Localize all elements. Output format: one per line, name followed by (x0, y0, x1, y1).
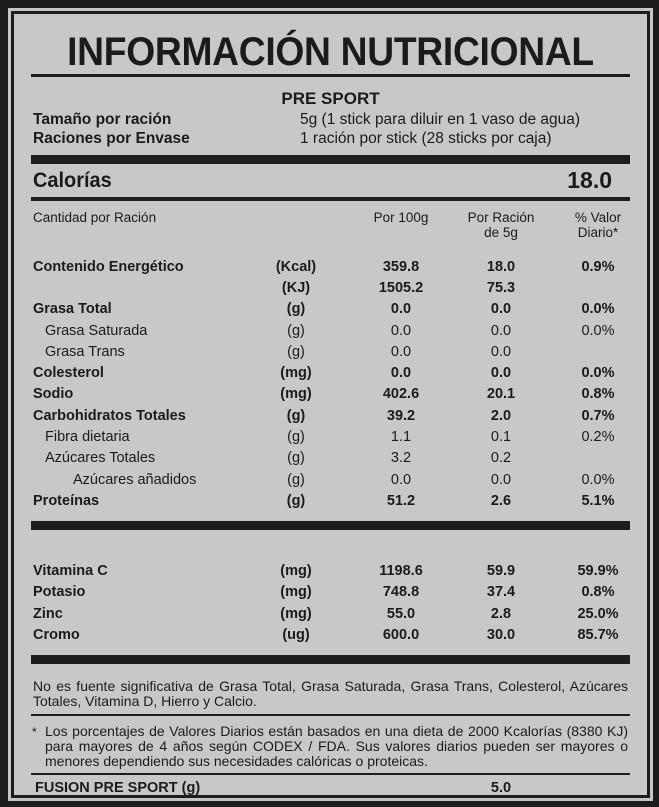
note-divider (31, 714, 630, 716)
nutrient-unit: (g) (287, 344, 305, 360)
nutrient-unit: (KJ) (281, 280, 311, 296)
nutrient-per-100g: 39.2 (386, 408, 416, 424)
nutrient-row-cholesterol (31, 365, 630, 386)
nutrient-name: Vitamina C (33, 563, 108, 579)
nutrient-daily-value: 5.1% (581, 493, 615, 509)
nutrient-per-100g: 600.0 (382, 627, 420, 643)
nutrient-unit: (g) (287, 472, 305, 488)
nutrient-unit: (mg) (280, 386, 312, 402)
column-header-amount: Cantidad por Ración (33, 210, 157, 225)
micronutrient-row-potassium (31, 584, 630, 605)
nutrient-per-100g: 0.0 (390, 472, 412, 488)
nutrient-per-100g: 1505.2 (378, 280, 424, 296)
nutrient-per-serving: 2.0 (490, 408, 512, 424)
nutrient-name: Zinc (33, 606, 63, 622)
nutrient-per-serving: 0.0 (490, 301, 512, 317)
nutrient-row-total-carbohydrates (31, 408, 630, 429)
nutrient-name: Colesterol (33, 365, 104, 381)
nutrient-row-added-sugars (31, 472, 630, 493)
nutrient-per-serving: 30.0 (486, 627, 516, 643)
serving-size-row (31, 111, 630, 131)
column-header-daily-value (563, 210, 633, 240)
nutrient-per-100g: 0.0 (390, 365, 412, 381)
nutrient-name: Carbohidratos Totales (33, 408, 186, 424)
nutrient-per-100g: 748.8 (382, 584, 420, 600)
nutrient-row-dietary-fiber (31, 429, 630, 450)
thick-divider-bottom (31, 655, 630, 664)
nutrient-name: Azúcares añadidos (73, 472, 197, 488)
nutrient-row-total-sugars (31, 450, 630, 471)
nutrient-per-100g: 3.2 (390, 450, 412, 466)
column-header-per-serving-line1: Por Ración (467, 210, 535, 225)
calories-divider (31, 197, 630, 201)
nutrient-daily-value: 59.9% (577, 563, 619, 579)
nutrient-per-serving: 0.2 (490, 450, 512, 466)
column-header-per-serving (461, 210, 541, 240)
nutrient-name: Cromo (33, 627, 80, 643)
column-header-per-100g-text: Por 100g (373, 210, 429, 225)
column-header-per-serving-line2: de 5g (484, 225, 518, 240)
nutrient-per-serving: 0.0 (490, 344, 512, 360)
nutrient-per-100g: 0.0 (390, 344, 412, 360)
nutrient-row-energy-kj (31, 280, 630, 301)
not-significant-source-note: No es fuente significativa de Grasa Total, Grasa Saturada, Grasa Trans, Colesterol, Azúcares Totales, Vitamina D, Hierro y Calcio. (33, 678, 628, 709)
nutrient-name: Grasa Saturada (45, 323, 148, 339)
footnote-divider (31, 773, 630, 775)
nutrient-name: Sodio (33, 386, 74, 402)
nutrient-row-protein (31, 493, 630, 514)
product-name: PRE SPORT (281, 89, 380, 108)
nutrient-unit: (mg) (280, 365, 312, 381)
column-header-daily-value-line1: % Valor (574, 210, 622, 225)
nutrient-daily-value: 0.8% (581, 584, 615, 600)
nutrient-per-100g: 55.0 (386, 606, 416, 622)
nutrient-name: Potasio (33, 584, 86, 600)
nutrient-daily-value: 0.2% (581, 429, 615, 445)
asterisk-mark: * (32, 725, 37, 739)
serving-size-label: Tamaño por ración (33, 111, 172, 128)
nutrient-per-serving: 75.3 (486, 280, 516, 296)
nutrition-facts-panel (11, 11, 650, 798)
nutrient-daily-value: 25.0% (577, 606, 619, 622)
nutrient-unit: (g) (286, 301, 306, 317)
nutrient-name: Grasa Total (33, 301, 112, 317)
servings-per-container-value: 1 ración por stick (28 sticks por caja) (300, 130, 552, 147)
nutrient-unit: (g) (286, 493, 306, 509)
nutrient-unit: (ug) (282, 627, 310, 643)
nutrient-row-energy-kcal (31, 259, 630, 280)
nutrient-per-serving: 18.0 (486, 259, 516, 275)
nutrient-per-100g: 359.8 (382, 259, 420, 275)
nutrient-unit: (g) (286, 408, 306, 424)
nutrient-per-100g: 1198.6 (379, 563, 423, 579)
calories-value: 18.0 (567, 167, 612, 193)
nutrient-per-serving: 0.1 (490, 429, 512, 445)
micronutrient-row-vitamin-c (31, 563, 630, 584)
nutrient-row-trans-fat (31, 344, 630, 365)
nutrient-unit: (g) (287, 450, 305, 466)
nutrient-per-serving: 2.8 (490, 606, 512, 622)
product-serving-value: 5.0 (490, 780, 512, 796)
nutrient-name: Proteínas (33, 493, 100, 509)
nutrient-daily-value: 0.0% (581, 323, 615, 339)
nutrient-unit: (Kcal) (275, 259, 317, 275)
servings-per-container-label: Raciones por Envase (33, 130, 190, 147)
nutrient-daily-value: 0.0% (581, 301, 615, 317)
nutrient-row-total-fat (31, 301, 630, 322)
nutrition-facts-content (31, 14, 630, 795)
nutrient-per-100g: 0.0 (390, 301, 412, 317)
nutrient-per-serving: 59.9 (486, 563, 516, 579)
nutrient-name: Contenido Energético (33, 259, 184, 275)
nutrient-row-sodium (31, 386, 630, 407)
thick-divider-top (31, 155, 630, 164)
nutrient-row-saturated-fat (31, 323, 630, 344)
nutrient-unit: (g) (287, 323, 305, 339)
nutrient-per-serving: 0.0 (490, 323, 512, 339)
nutrient-daily-value: 0.9% (581, 259, 615, 275)
daily-values-footnote: Los porcentajes de Valores Diarios están basados en una dieta de 2000 Kcalorías (8380 KJ) para mayores de 4 años según CODEX / FDA. Sus valores diarios pueden ser mayores o menores dependiendo sus necesidades calóricas o proteicas. (45, 723, 628, 769)
nutrient-per-serving: 2.6 (490, 493, 512, 509)
nutrient-unit: (mg) (280, 606, 312, 622)
nutrient-unit: (mg) (280, 584, 312, 600)
nutrient-per-100g: 51.2 (386, 493, 416, 509)
column-header-daily-value-line2: Diario* (577, 225, 619, 240)
calories-label: Calorías (33, 169, 112, 192)
nutrient-per-serving: 37.4 (486, 584, 516, 600)
thick-divider-middle (31, 521, 630, 530)
title-divider (31, 74, 630, 77)
nutrient-daily-value: 85.7% (577, 627, 619, 643)
nutrient-unit: (mg) (280, 563, 312, 579)
nutrient-per-serving: 0.0 (490, 365, 512, 381)
nutrient-per-serving: 0.0 (490, 472, 512, 488)
nutrient-name: Azúcares Totales (45, 450, 156, 466)
nutrient-name: Fibra dietaria (45, 429, 130, 445)
nutrient-per-100g: 1.1 (390, 429, 412, 445)
column-header-per-100g (361, 210, 441, 225)
nutrient-per-100g: 0.0 (390, 323, 412, 339)
micronutrient-row-chromium (31, 627, 630, 648)
nutrient-daily-value: 0.0% (581, 472, 615, 488)
servings-per-container-row (31, 130, 630, 150)
nutrient-per-serving: 20.1 (486, 386, 516, 402)
nutrient-daily-value: 0.0% (581, 365, 615, 381)
nutrient-daily-value: 0.8% (581, 386, 615, 402)
nutrient-per-100g: 402.6 (382, 386, 420, 402)
serving-size-value: 5g (1 stick para diluir en 1 vaso de agua) (300, 111, 581, 128)
nutrient-unit: (g) (287, 429, 305, 445)
nutrient-daily-value: 0.7% (581, 408, 615, 424)
micronutrient-row-zinc (31, 606, 630, 627)
product-serving-label: FUSION PRE SPORT (g) (35, 780, 201, 796)
label-title: INFORMACIÓN NUTRICIONAL (67, 30, 594, 74)
nutrient-name: Grasa Trans (45, 344, 125, 360)
